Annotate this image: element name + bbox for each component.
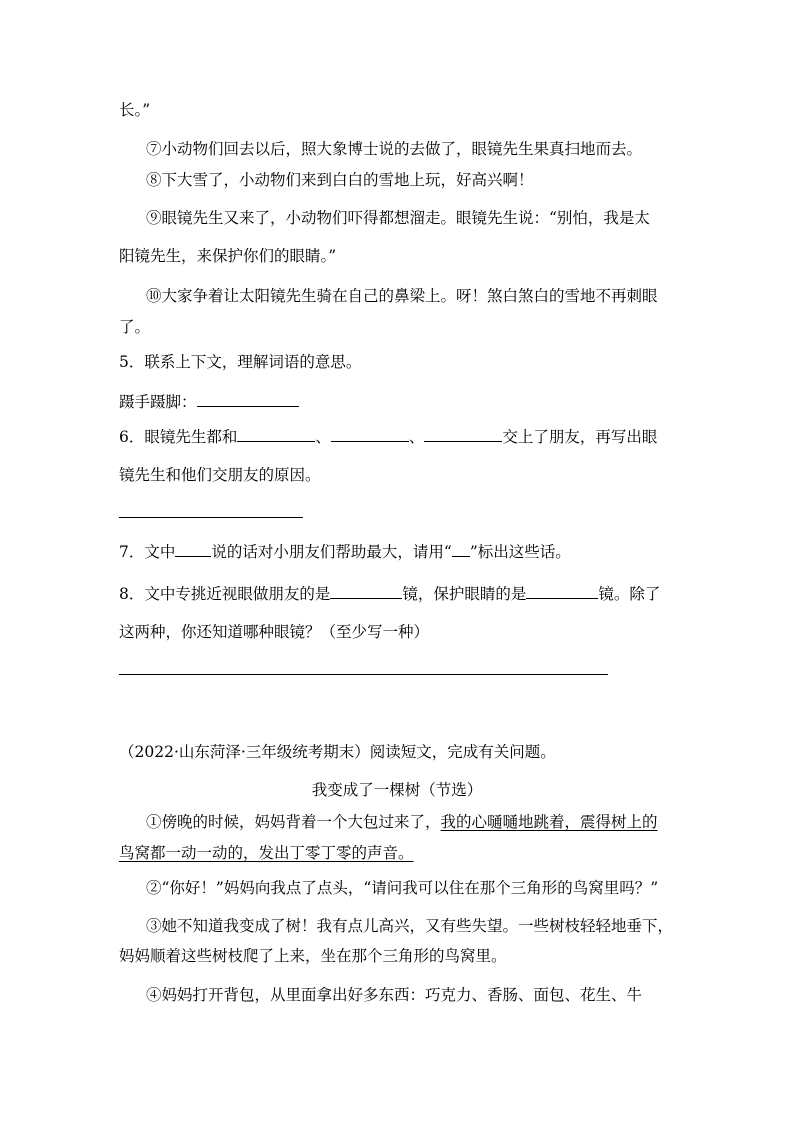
passage-source: （2022·山东菏泽·三年级统考期末）阅读短文，完成有关问题。 — [119, 743, 556, 761]
question-5-word — [119, 391, 299, 412]
answer-blank[interactable] — [526, 583, 598, 599]
paragraph-10-line-2: 了。 — [119, 318, 151, 336]
answer-line[interactable] — [119, 517, 303, 518]
question-8-text: 镜。除了 — [598, 585, 661, 603]
question-6-line-1 — [119, 426, 657, 447]
paragraph-9-line-1: ⑨眼镜先生又来了，小动物们吓得都想溜走。眼镜先生说：“别怕，我是太 — [146, 209, 650, 227]
passage-title: 我变成了一棵树（节选） — [311, 781, 483, 799]
separator: 、 — [408, 428, 425, 446]
question-7 — [119, 541, 571, 562]
paragraph-1-line-1 — [146, 812, 658, 832]
paragraph-2: ②“你好！”妈妈向我点了点头，“请问我可以住在那个三角形的鸟窝里吗？” — [146, 879, 659, 897]
answer-blank[interactable] — [331, 426, 409, 442]
answer-blank[interactable] — [330, 583, 402, 599]
question-6-text: 交上了朋友，再写出眼 — [502, 428, 658, 446]
question-5-title: 5．联系上下文，理解词语的意思。 — [119, 353, 362, 371]
underlined-sentence: 我的心嗵嗵地跳着，震得树上的 — [440, 813, 658, 831]
question-8-text: 镜，保护眼睛的是 — [402, 585, 527, 603]
paragraph-8: ⑧下大雪了，小动物们来到白白的雪地上玩，好高兴啊！ — [146, 171, 534, 189]
question-6-line-2: 镜先生和他们交朋友的原因。 — [119, 466, 321, 484]
paragraph-9-line-2: 阳镜先生，来保护你们的眼睛。” — [119, 247, 337, 265]
paragraph-7: ⑦小动物们回去以后，照大象博士说的去做了，眼镜先生果真扫地而去。 — [146, 140, 643, 158]
answer-line[interactable] — [119, 674, 608, 675]
answer-blank[interactable] — [237, 426, 315, 442]
separator: 、 — [315, 428, 331, 446]
paragraph-1-text: ①傍晚的时候，妈妈背着一个大包过来了， — [146, 813, 441, 831]
underline-sample — [452, 541, 470, 557]
paragraph-1-line-2 — [119, 843, 414, 863]
paragraph-3-line-2: 妈妈顺着这些树枝爬了上来，坐在那个三角形的鸟窝里。 — [119, 947, 507, 965]
question-7-text: 说的话对小朋友们帮助最大，请用“ — [211, 543, 452, 561]
underlined-sentence: 鸟窝都一动一动的，发出丁零丁零的声音。 — [119, 844, 414, 862]
question-5-word-label: 蹑手蹑脚： — [119, 393, 197, 411]
question-7-text: ”标出这些话。 — [469, 543, 571, 561]
question-8-text: 8．文中专挑近视眼做朋友的是 — [119, 585, 331, 603]
question-6-text: 6．眼镜先生都和 — [119, 428, 238, 446]
paragraph-line: 长。” — [119, 101, 151, 119]
question-7-text: 7．文中 — [119, 543, 176, 561]
paragraph-4: ④妈妈打开背包，从里面拿出好多东西：巧克力、香肠、面包、花生、牛 — [146, 986, 643, 1004]
answer-blank[interactable] — [424, 426, 502, 442]
question-8-line-2: 这两种，你还知道哪种眼镜？（至少写一种） — [119, 623, 430, 641]
paragraph-3-line-1: ③她不知道我变成了树！我有点儿高兴，又有些失望。一些树枝轻轻地垂下， — [146, 917, 674, 935]
answer-blank[interactable] — [197, 391, 299, 407]
answer-blank[interactable] — [175, 541, 211, 557]
question-8-line-1 — [119, 583, 660, 604]
paragraph-10-line-1: ⑩大家争着让太阳镜先生骑在自己的鼻梁上。呀！煞白煞白的雪地不再刺眼 — [146, 287, 658, 305]
